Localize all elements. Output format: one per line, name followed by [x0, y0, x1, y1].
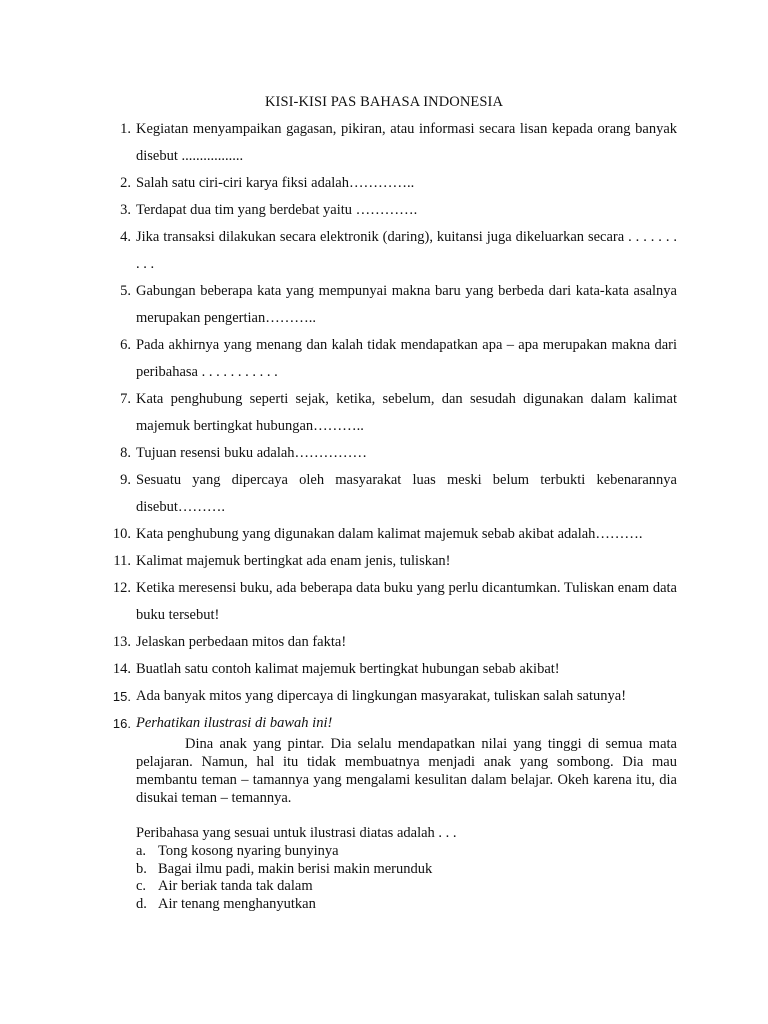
option-text: Air tenang menghanyutkan: [158, 895, 316, 912]
answer-options: [136, 843, 677, 913]
question-text: Buatlah satu contoh kalimat majemuk bertingkat hubungan sebab akibat!: [136, 661, 560, 677]
question-number: 13.: [112, 634, 131, 650]
option-letter: b.: [136, 860, 147, 877]
question-number: 6.: [120, 337, 131, 353]
question-text: Perhatikan ilustrasi di bawah ini!: [136, 715, 333, 731]
question-item: [0, 278, 677, 332]
question-item: [0, 116, 677, 170]
question-text: Kata penghubung yang digunakan dalam kalimat majemuk sebab akibat adalah……….: [136, 526, 643, 542]
question-text: Sesuatu yang dipercaya oleh masyarakat luas meski belum terbukti kebenarannya disebut……….: [136, 472, 677, 515]
question-text: Terdapat dua tim yang berdebat yaitu ………….: [136, 202, 418, 218]
option-text: Air beriak tanda tak dalam: [158, 878, 313, 894]
question-text: Ada banyak mitos yang dipercaya di lingkungan masyarakat, tuliskan salah satunya!: [136, 688, 627, 704]
question-number: 5.: [120, 283, 131, 299]
option-letter: c.: [136, 878, 147, 894]
question-item: [0, 710, 677, 737]
illustration-paragraph: Dina anak yang pintar. Dia selalu mendapatkan nilai yang tinggi di semua mata pelajaran. Namun, hal itu tidak membuatnya menjadi anak yang sombong. Dia mau membantu teman – tamannya yang mengalami kesulitan dalam belajar. Okeh karena itu, dia disukai teman – temannya.: [136, 736, 677, 806]
question-item: [0, 656, 677, 683]
option-d: [136, 896, 677, 914]
question-item: [0, 170, 677, 197]
question-number: 8.: [120, 445, 131, 461]
question-item: [0, 440, 677, 467]
question-item: [0, 467, 677, 521]
question-item: [0, 332, 677, 386]
question-text: Salah satu ciri-ciri karya fiksi adalah…………..: [136, 175, 415, 191]
option-letter: a.: [136, 843, 147, 859]
question-text: Jelaskan perbedaan mitos dan fakta!: [136, 634, 347, 650]
question-number: 10.: [112, 526, 131, 542]
question-text: Ketika meresensi buku, ada beberapa data buku yang perlu dicantumkan. Tuliskan enam data buku tersebut!: [136, 580, 677, 623]
question-list: [0, 116, 768, 737]
question-text: Gabungan beberapa kata yang mempunyai makna baru yang berbeda dari kata-kata asalnya merupakan pengertian………..: [136, 283, 677, 326]
question-number: 2.: [120, 175, 131, 191]
question-text: Kalimat majemuk bertingkat ada enam jenis, tuliskan!: [136, 553, 451, 569]
option-text: Tong kosong nyaring bunyinya: [158, 843, 339, 859]
question-item: [0, 683, 677, 710]
question-item: [0, 629, 677, 656]
document-title: KISI-KISI PAS BAHASA INDONESIA: [264, 94, 504, 110]
question-number: 12.: [112, 580, 131, 596]
question-number: 16.: [112, 716, 131, 731]
option-text: Bagai ilmu padi, makin berisi makin merunduk: [158, 860, 433, 877]
question-item: [0, 521, 677, 548]
question-text: Tujuan resensi buku adalah……………: [136, 445, 368, 461]
question-item: [0, 548, 677, 575]
question-number: 11.: [113, 553, 131, 569]
question-prompt: Peribahasa yang sesuai untuk ilustrasi diatas adalah . . .: [136, 825, 457, 841]
question-text: Kata penghubung seperti sejak, ketika, sebelum, dan sesudah digunakan dalam kalimat majemuk bertingkat hubungan………..: [136, 391, 677, 434]
question-number: 14.: [112, 661, 131, 677]
option-c: [136, 878, 677, 896]
question-item: [0, 197, 677, 224]
question-item: [0, 386, 677, 440]
question-number: 1.: [120, 121, 131, 137]
question-text: Kegiatan menyampaikan gagasan, pikiran, atau informasi secara lisan kepada orang banyak disebut .................: [136, 121, 677, 164]
option-letter: d.: [136, 895, 147, 912]
question-text: Jika transaksi dilakukan secara elektronik (daring), kuitansi juga dikeluarkan secara . . . . . . . . . .: [136, 229, 677, 272]
question-number: 4.: [120, 229, 131, 245]
option-a: [136, 843, 677, 861]
question-item: [0, 224, 677, 278]
question-number: 15.: [112, 689, 131, 704]
question-number: 3.: [120, 202, 131, 218]
question-number: 9.: [120, 472, 131, 488]
option-b: [136, 861, 677, 879]
question-number: 7.: [120, 391, 131, 407]
question-item: [0, 575, 677, 629]
question-text: Pada akhirnya yang menang dan kalah tidak mendapatkan apa – apa merupakan makna dari peribahasa . . . . . . . . . . .: [136, 337, 677, 380]
